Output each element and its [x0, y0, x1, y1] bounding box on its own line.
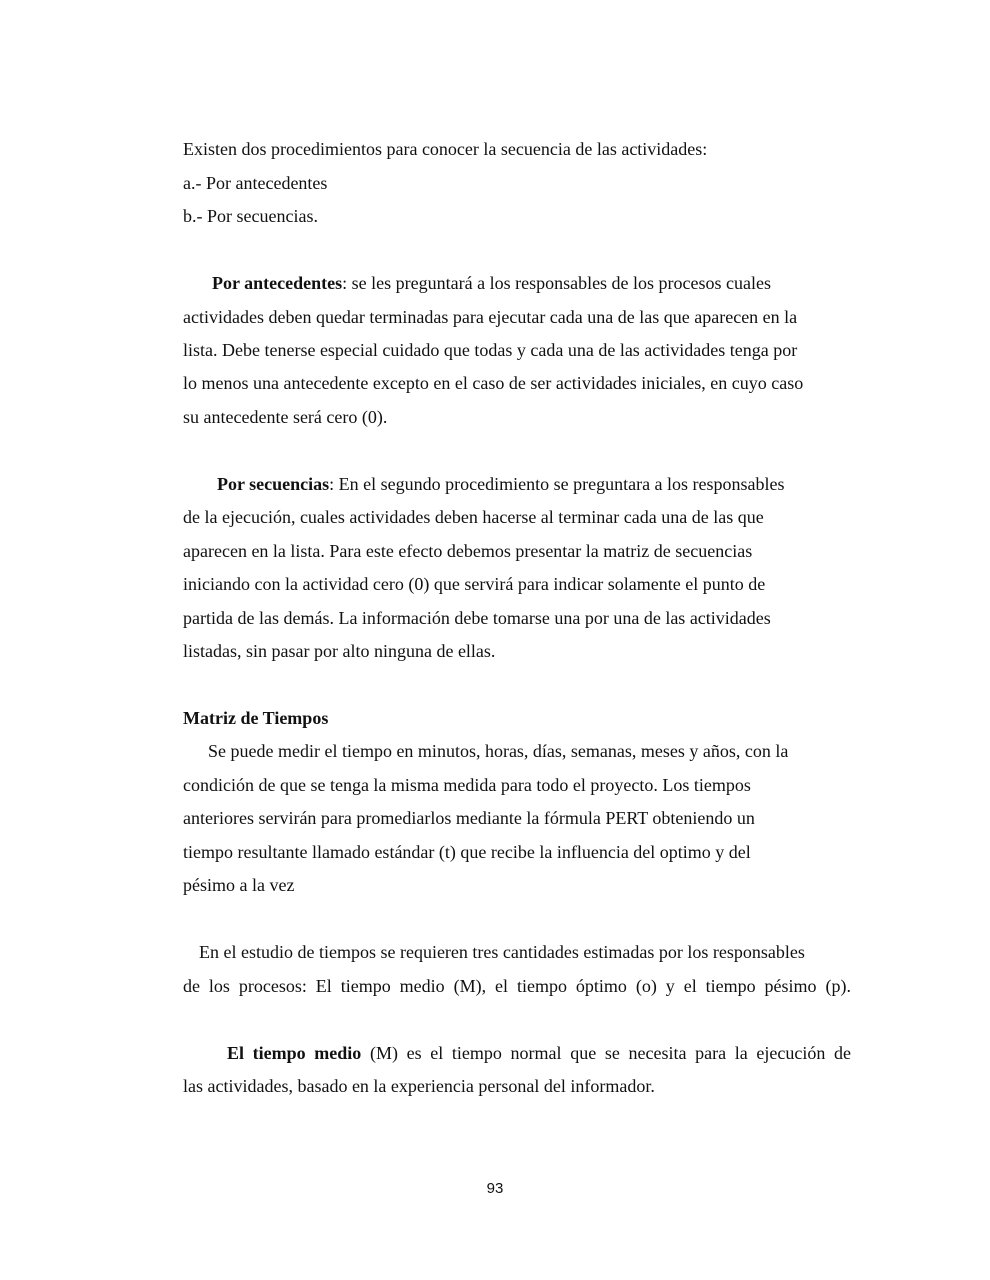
paragraph-line: Existen dos procedimientos para conocer la secuencia de las actividades:	[183, 139, 708, 159]
paragraph-line: de los procesos: El tiempo medio (M), el tiempo óptimo (o) y el tiempo pésimo (p).	[183, 976, 851, 996]
bold-term: Por secuencias	[217, 474, 330, 494]
paragraph-line: actividades deben quedar terminadas para ejecutar cada una de las que aparecen en la	[183, 307, 798, 327]
paragraph-line: condición de que se tenga la misma medida para todo el proyecto. Los tiempos	[183, 775, 751, 795]
paragraph-line: En el estudio de tiempos se requieren tres cantidades estimadas por los responsables	[199, 942, 805, 962]
paragraph-line: anteriores servirán para promediarlos mediante la fórmula PERT obteniendo un	[183, 808, 755, 828]
list-item: b.- Por secuencias.	[183, 206, 318, 226]
paragraph-line	[227, 1043, 851, 1063]
paragraph-line	[212, 273, 771, 293]
paragraph-line: Se puede medir el tiempo en minutos, horas, días, semanas, meses y años, con la	[208, 741, 789, 761]
paragraph-line: su antecedente será cero (0).	[183, 407, 388, 427]
list-item: a.- Por antecedentes	[183, 173, 328, 193]
paragraph-line: tiempo resultante llamado estándar (t) que recibe la influencia del optimo y del	[183, 842, 751, 862]
paragraph-line: de la ejecución, cuales actividades deben hacerse al terminar cada una de las que	[183, 507, 764, 527]
paragraph-text: (M) es el tiempo normal que se necesita para la ejecución de	[361, 1043, 851, 1063]
section-heading	[183, 708, 328, 728]
section-heading-text: Matriz de Tiempos	[183, 708, 329, 728]
paragraph-line: lo menos una antecedente excepto en el caso de ser actividades iniciales, en cuyo caso	[183, 373, 804, 393]
bold-term: El tiempo medio	[227, 1043, 362, 1063]
page-number: 93	[486, 1180, 504, 1197]
paragraph-line	[217, 474, 785, 494]
paragraph-line: listadas, sin pasar por alto ninguna de ellas.	[183, 641, 496, 661]
paragraph-line: las actividades, basado en la experiencia personal del informador.	[183, 1076, 655, 1096]
paragraph-line: partida de las demás. La información debe tomarse una por una de las actividades	[183, 608, 771, 628]
paragraph-line: lista. Debe tenerse especial cuidado que todas y cada una de las actividades tenga por	[183, 340, 798, 360]
paragraph-line: aparecen en la lista. Para este efecto debemos presentar la matriz de secuencias	[183, 541, 753, 561]
paragraph-text: : En el segundo procedimiento se preguntara a los responsables	[329, 474, 785, 494]
paragraph-line: iniciando con la actividad cero (0) que servirá para indicar solamente el punto de	[183, 574, 766, 594]
bold-term: Por antecedentes	[212, 273, 343, 293]
paragraph-text: : se les preguntará a los responsables de los procesos cuales	[342, 273, 772, 293]
paragraph-line: pésimo a la vez	[183, 875, 295, 895]
